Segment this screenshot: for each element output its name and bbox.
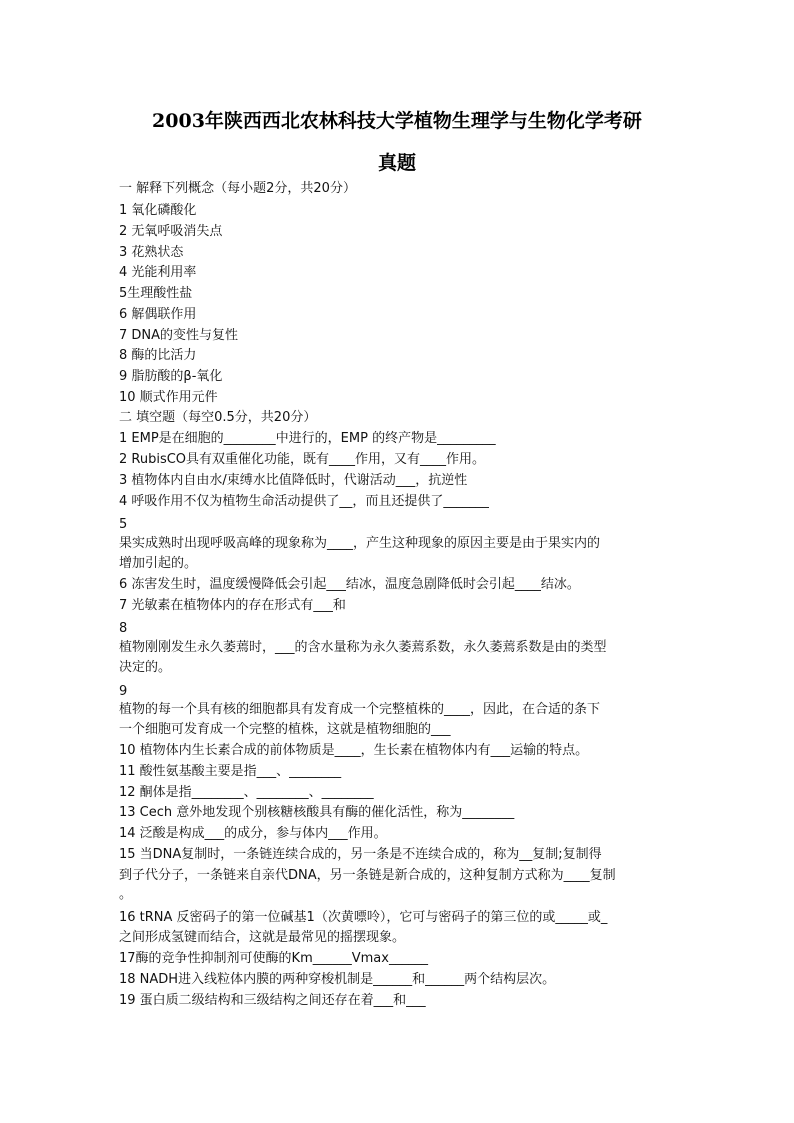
fill-blank-line: 15 当DNA复制时，一条链连续合成的，另一条是不连续合成的，称为__复制;复制得 <box>119 847 602 862</box>
fill-blank-line: 。 <box>119 887 133 902</box>
concept-item: 6 解偶联作用 <box>119 307 197 322</box>
fill-blank-line: 9 <box>119 684 128 699</box>
fill-blank-line: 18 NADH进入线粒体内膜的两种穿梭机制是______和______两个结构层次。 <box>119 972 556 987</box>
fill-blank-line: 5 <box>119 517 128 532</box>
concept-item: 7 DNA的变性与复性 <box>119 328 239 343</box>
document-title-continued: 真题 <box>377 152 416 174</box>
fill-blank-line: 16 tRNA 反密码子的第一位碱基1（次黄嘌呤），它可与密码子的第三位的或_____或_ <box>119 910 608 925</box>
fill-blank-line: 19 蛋白质二级结构和三级结构之间还存在着___和___ <box>119 993 426 1008</box>
fill-blank-line: 果实成熟时出现呼吸高峰的现象称为____，产生这种现象的原因主要是由于果实内的 <box>119 536 601 551</box>
fill-blank-line: 14 泛酸是构成___的成分，参与体内___作用。 <box>119 826 387 841</box>
fill-blank-line: 17酶的竞争性抑制剂可使酶的Km______Vmax______ <box>119 951 428 966</box>
fill-blank-line: 2 RubisCO具有双重催化功能，既有____作用，又有____作用。 <box>119 452 486 467</box>
fill-blank-line: 8 <box>119 621 128 636</box>
fill-blank-line: 植物的每一个具有核的细胞都具有发育成一个完整植株的____，因此，在合适的条下 <box>119 702 601 717</box>
fill-blank-line: 11 酸性氨基酸主要是指___、________ <box>119 764 342 779</box>
fill-blank-line: 6 冻害发生时，温度缓慢降低会引起___结冰，温度急剧降低时会引起____结冰。 <box>119 577 580 592</box>
fill-blank-line: 7 光敏素在植物体内的存在形式有___和 <box>119 598 346 613</box>
concept-item: 8 酶的比活力 <box>119 348 197 363</box>
fill-blank-line: 10 植物体内生长素合成的前体物质是____，生长素在植物体内有___运输的特点。 <box>119 743 589 758</box>
document-title: 2003年陕西西北农林科技大学植物生理学与生物化学考研 <box>152 110 642 132</box>
fill-blank-line: 13 Cech 意外地发现个别核糖核酸具有酶的催化活性，称为________ <box>119 805 515 820</box>
fill-blank-line: 到子代分子，一条链来自亲代DNA，另一条链是新合成的，这种复制方式称为____复制 <box>119 868 616 883</box>
fill-blank-line: 增加引起的。 <box>119 556 198 571</box>
concept-item: 10 顺式作用元件 <box>119 390 218 405</box>
fill-blank-line: 之间形成氢键而结合，这就是最常见的摇摆现象。 <box>119 930 406 945</box>
concept-item: 2 无氧呼吸消失点 <box>119 224 223 239</box>
fill-blank-line: 3 植物体内自由水/束缚水比值降低时，代谢活动___，抗逆性 <box>119 473 468 488</box>
concept-item: 1 氧化磷酸化 <box>119 203 197 218</box>
fill-blank-line: 植物刚刚发生永久萎蔫时，___的含水量称为永久萎蔫系数，永久萎蔫系数是由的类型 <box>119 640 607 655</box>
concept-item: 5生理酸性盐 <box>119 286 193 301</box>
fill-blank-line: 1 EMP是在细胞的________中进行的，EMP 的终产物是_________ <box>119 431 496 446</box>
concept-item: 9 脂肪酸的β-氧化 <box>119 369 223 384</box>
fill-blank-line: 4 呼吸作用不仅为植物生命活动提供了__，而且还提供了_______ <box>119 494 489 509</box>
fill-blank-line: 12 酮体是指________、________、________ <box>119 785 374 800</box>
concept-item: 3 花熟状态 <box>119 245 184 260</box>
section-1-heading: 一 解释下列概念（每小题2分，共20分） <box>119 181 356 196</box>
fill-blank-line: 决定的。 <box>119 660 172 675</box>
section-2-heading: 二 填空题（每空0.5分，共20分） <box>119 410 317 425</box>
fill-blank-line: 一个细胞可发育成一个完整的植株，这就是植物细胞的___ <box>119 722 451 737</box>
concept-item: 4 光能利用率 <box>119 265 197 280</box>
